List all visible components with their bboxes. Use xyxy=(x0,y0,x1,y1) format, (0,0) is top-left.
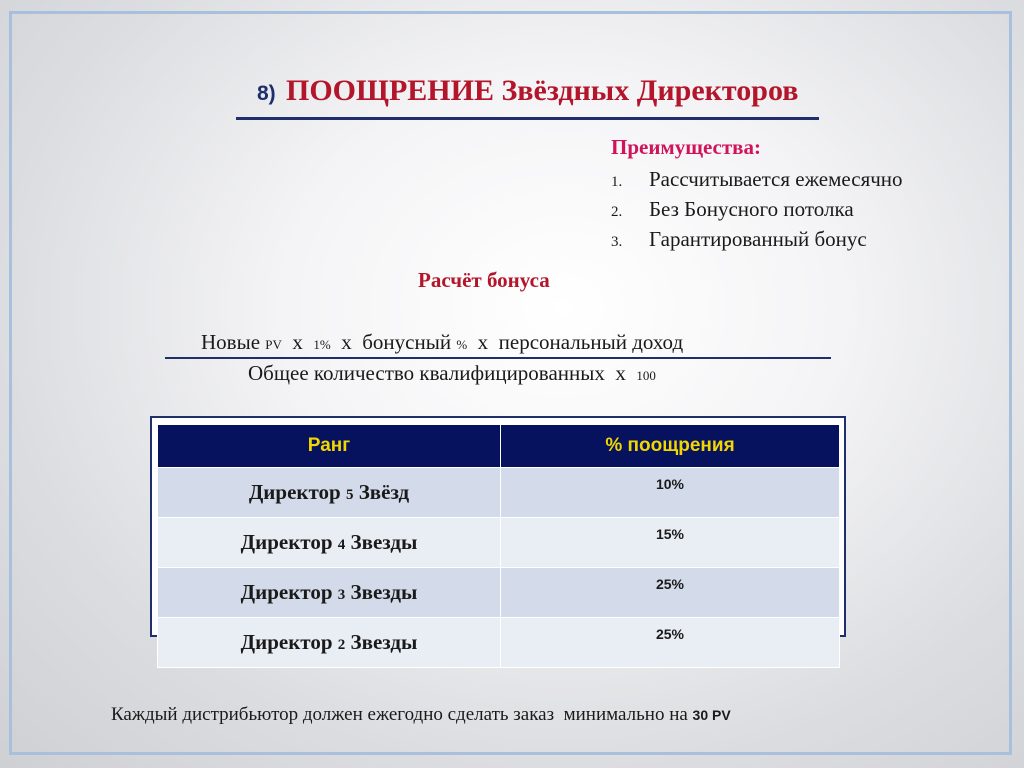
rank-text: Директор xyxy=(248,480,346,504)
percent-cell: 25% xyxy=(501,618,840,668)
rank-number: 2 xyxy=(337,637,346,653)
table-row xyxy=(158,618,840,668)
rank-number: 5 xyxy=(345,487,354,503)
rank-cell xyxy=(158,618,501,668)
table-row xyxy=(158,468,840,518)
advantage-item xyxy=(611,167,903,192)
advantage-text: Без Бонусного потолка xyxy=(649,197,854,221)
table-row xyxy=(158,518,840,568)
advantage-number: 1. xyxy=(611,174,623,190)
numerator-one-percent: 1% xyxy=(313,337,331,352)
numerator-bonus: x бонусный xyxy=(330,330,457,354)
numerator-part: Новые xyxy=(201,330,266,354)
title-text: ПООЩРЕНИЕ Звёздных Директоров xyxy=(286,74,799,107)
table-header-row xyxy=(158,425,840,468)
denominator-hundred: 100 xyxy=(636,368,656,383)
footer-note xyxy=(111,704,731,726)
advantage-item xyxy=(611,197,854,222)
table-row xyxy=(158,568,840,618)
advantage-item xyxy=(611,227,867,252)
bonus-table-container xyxy=(150,416,846,654)
footer-text: Каждый дистрибьютор должен ежегодно сделать заказ минимально на xyxy=(111,704,693,725)
rank-text: Директор xyxy=(240,580,338,604)
rank-cell xyxy=(158,518,501,568)
bonus-table xyxy=(157,424,840,668)
rank-number: 3 xyxy=(337,587,346,603)
advantage-text: Гарантированный бонус xyxy=(649,227,867,251)
advantage-number: 2. xyxy=(611,204,623,220)
footer-value: 30 PV xyxy=(692,707,731,723)
percent-cell: 10% xyxy=(501,468,840,518)
formula-denominator xyxy=(248,361,656,386)
numerator-x: x xyxy=(281,330,314,354)
rank-text: Директор xyxy=(240,530,338,554)
rank-text: Звезды xyxy=(345,630,418,654)
rank-text: Звезды xyxy=(345,530,418,554)
advantages-heading: Преимущества: xyxy=(611,135,762,159)
header-rank: Ранг xyxy=(158,425,501,468)
header-percent: % поощрения xyxy=(501,425,840,468)
title-underline xyxy=(236,117,819,120)
rank-text: Звёзд xyxy=(353,480,410,504)
numerator-income: x персональный доход xyxy=(467,330,684,354)
percent-cell: 15% xyxy=(501,518,840,568)
advantage-text: Рассчитывается ежемесячно xyxy=(649,167,903,191)
advantage-number: 3. xyxy=(611,234,623,250)
advantages-block xyxy=(611,135,903,251)
title-number: 8) xyxy=(257,82,276,105)
rank-cell xyxy=(158,468,501,518)
formula-numerator xyxy=(201,330,683,355)
rank-text: Директор xyxy=(240,630,338,654)
percent-cell: 25% xyxy=(501,568,840,618)
denominator-text: Общее количество квалифицированных x xyxy=(248,361,637,385)
numerator-percent-sign: % xyxy=(456,337,468,352)
rank-text: Звезды xyxy=(345,580,418,604)
numerator-pv: PV xyxy=(265,337,282,352)
calculation-title: Расчёт бонуса xyxy=(418,268,550,292)
rank-cell xyxy=(158,568,501,618)
rank-number: 4 xyxy=(337,537,346,553)
fraction-line xyxy=(165,357,831,359)
